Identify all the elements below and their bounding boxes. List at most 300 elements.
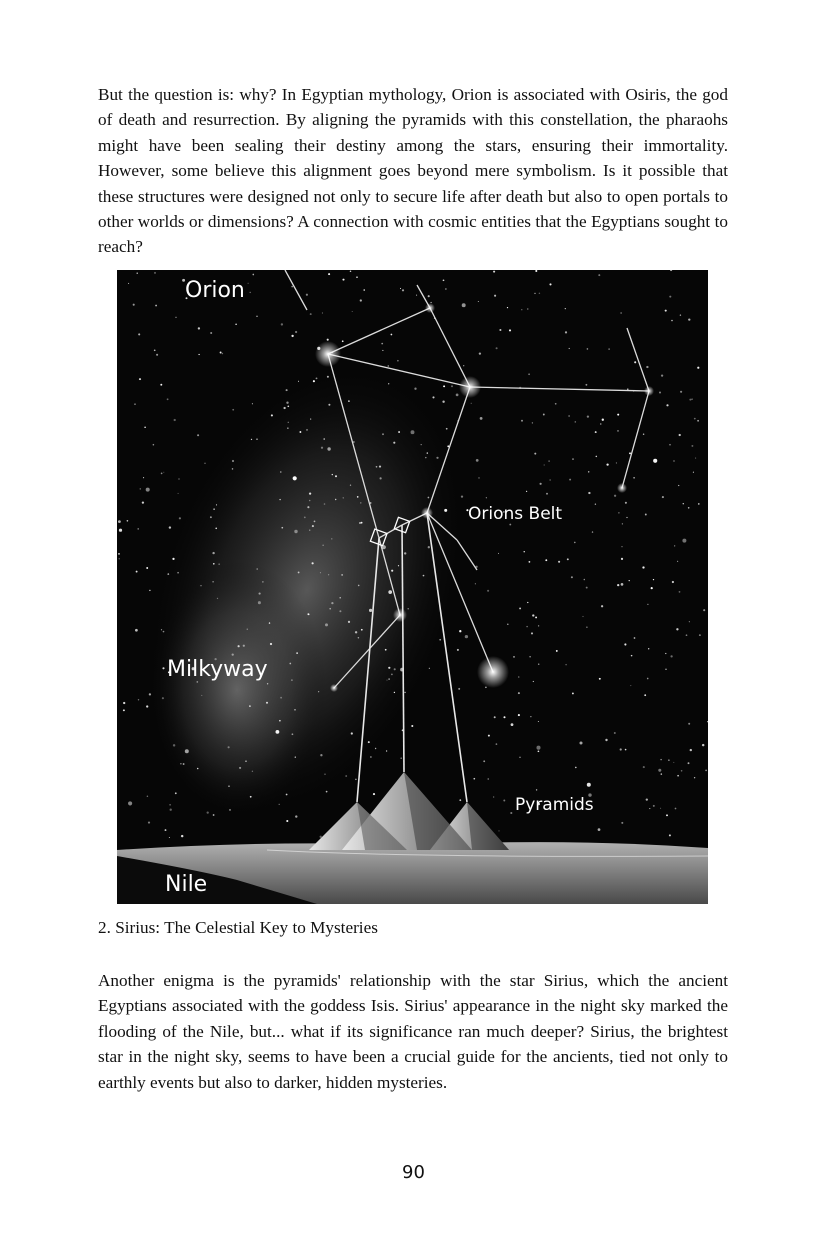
background-star [335, 475, 337, 477]
background-star [631, 655, 633, 657]
background-star [210, 332, 212, 334]
background-star [626, 517, 627, 518]
background-star [644, 694, 646, 696]
background-star [393, 442, 395, 444]
background-star [154, 272, 156, 274]
background-star [695, 458, 696, 459]
background-star [621, 546, 622, 547]
background-star [665, 653, 666, 654]
orions-belt-label: Orions Belt [468, 504, 563, 524]
background-star [397, 360, 399, 362]
background-star [324, 774, 325, 775]
background-star [318, 691, 319, 692]
background-star [572, 692, 574, 694]
background-star [243, 645, 245, 647]
background-star [213, 563, 215, 565]
background-star [599, 678, 601, 680]
background-star [536, 789, 537, 790]
background-star [355, 779, 356, 780]
background-star [549, 283, 551, 285]
background-star [380, 477, 382, 479]
background-star [518, 692, 520, 694]
background-star [530, 716, 531, 717]
background-star [649, 808, 650, 809]
background-star [442, 401, 444, 403]
background-star [232, 460, 234, 462]
background-star [532, 422, 533, 423]
background-star [149, 590, 150, 591]
background-star [629, 452, 631, 454]
background-star [535, 270, 537, 272]
background-star [167, 398, 169, 400]
background-star [148, 822, 150, 824]
background-star [653, 805, 655, 807]
background-star [584, 579, 586, 581]
background-star [661, 773, 662, 774]
background-star [458, 688, 460, 690]
background-star [572, 458, 573, 459]
background-star [342, 340, 344, 342]
background-star [250, 292, 251, 293]
background-star [402, 289, 404, 291]
background-star [521, 309, 522, 310]
background-star [174, 419, 176, 421]
background-star [425, 457, 426, 458]
background-star [587, 415, 589, 417]
background-star [446, 428, 448, 430]
background-star [229, 809, 231, 811]
background-star [680, 314, 681, 315]
background-star [256, 438, 258, 440]
background-star [694, 777, 695, 778]
background-star [341, 574, 343, 576]
background-star [592, 531, 593, 532]
background-star [165, 829, 167, 831]
background-star [370, 756, 372, 758]
background-star [128, 283, 129, 284]
background-star [247, 628, 248, 629]
background-star [582, 616, 583, 617]
background-star [682, 539, 686, 543]
background-star [245, 761, 246, 762]
background-star [690, 749, 692, 751]
background-star [352, 311, 353, 312]
background-star [169, 837, 170, 838]
background-star [443, 279, 445, 281]
background-star [286, 402, 288, 404]
background-star [322, 312, 323, 313]
background-star [642, 566, 644, 568]
background-star [256, 316, 257, 317]
background-star [398, 431, 400, 433]
background-star [252, 771, 253, 772]
background-star [527, 308, 528, 309]
background-star [369, 609, 372, 612]
background-star [486, 497, 487, 498]
background-star [249, 705, 251, 707]
background-star [614, 732, 616, 734]
background-star [543, 414, 545, 416]
background-star [385, 649, 387, 651]
background-star [569, 348, 570, 349]
background-star [197, 768, 199, 770]
background-star [622, 523, 623, 524]
background-star [386, 750, 387, 751]
background-star [555, 403, 557, 405]
background-star [160, 384, 162, 386]
background-star [238, 645, 240, 647]
background-star [299, 431, 301, 433]
background-star [661, 374, 663, 376]
background-star [485, 687, 487, 689]
background-star [428, 295, 430, 297]
background-star [153, 444, 155, 446]
background-star [698, 503, 700, 505]
background-star [200, 585, 201, 586]
background-star [588, 471, 589, 472]
background-star [496, 743, 498, 745]
background-star [398, 565, 399, 566]
background-star [677, 775, 679, 777]
background-star [351, 732, 353, 734]
background-star [459, 799, 461, 801]
background-star [328, 273, 330, 275]
background-star [705, 770, 707, 772]
background-star [538, 625, 539, 626]
background-star [677, 561, 678, 562]
background-star [643, 766, 645, 768]
background-star [462, 303, 466, 307]
background-star [382, 350, 383, 351]
background-star [660, 808, 661, 809]
background-star [498, 830, 499, 831]
background-star [388, 678, 389, 679]
background-star [309, 492, 311, 494]
background-star [669, 296, 671, 298]
background-star [220, 352, 222, 354]
background-star [473, 778, 475, 780]
background-star [327, 376, 329, 378]
background-star [407, 608, 408, 609]
background-star [518, 676, 519, 677]
background-star [310, 419, 311, 420]
background-star [350, 271, 352, 273]
background-star [499, 329, 501, 331]
background-star [146, 488, 150, 492]
background-star [648, 648, 649, 649]
milkyway-haze-lower [147, 560, 327, 820]
background-star [360, 502, 361, 503]
background-star [320, 572, 321, 573]
background-star [215, 528, 217, 530]
background-star [478, 301, 479, 302]
background-star [169, 804, 171, 806]
background-star [556, 650, 558, 652]
background-star [673, 460, 675, 462]
background-star [388, 667, 390, 669]
background-star [670, 655, 672, 657]
background-star [630, 685, 631, 686]
background-star [699, 634, 701, 636]
background-star [575, 421, 577, 423]
background-star [651, 587, 653, 589]
background-star [536, 746, 540, 750]
background-star [361, 522, 363, 524]
background-star [183, 763, 185, 765]
background-star [327, 339, 329, 341]
background-star [688, 507, 690, 509]
background-star [565, 308, 566, 309]
background-star [325, 623, 328, 626]
background-star [292, 733, 294, 735]
background-star [443, 385, 445, 387]
background-star [146, 567, 148, 569]
background-star [316, 377, 318, 379]
background-star [531, 632, 533, 634]
background-star [575, 767, 577, 769]
background-star [170, 809, 172, 811]
background-star [702, 744, 704, 746]
background-star [666, 814, 668, 816]
background-star [691, 445, 693, 447]
background-star [286, 794, 288, 796]
background-star [172, 558, 174, 560]
background-star [295, 815, 297, 817]
background-star [606, 463, 608, 465]
background-star [507, 624, 509, 626]
background-star [670, 270, 672, 271]
background-star [175, 317, 176, 318]
background-star [357, 496, 359, 498]
background-star [119, 529, 122, 532]
background-star [251, 439, 252, 440]
background-star [279, 499, 280, 500]
background-star [451, 385, 453, 387]
orion-label: Orion [185, 278, 245, 303]
background-star [465, 635, 468, 638]
background-star [600, 423, 601, 424]
background-star [228, 785, 230, 787]
background-star [178, 493, 179, 494]
background-star [439, 639, 441, 641]
background-star [586, 626, 588, 628]
background-star [356, 276, 358, 278]
background-star [411, 725, 413, 727]
background-star [283, 407, 285, 409]
background-star [232, 653, 234, 655]
background-star [288, 422, 289, 423]
background-star [550, 479, 551, 480]
background-star [430, 302, 431, 303]
background-star [507, 307, 508, 308]
background-star [324, 503, 326, 505]
background-star [558, 561, 560, 563]
background-star [276, 730, 280, 734]
background-star [169, 526, 171, 528]
background-star [621, 558, 623, 560]
background-star [137, 273, 138, 274]
background-star [207, 811, 209, 813]
background-star [167, 573, 169, 575]
background-star [693, 472, 694, 473]
background-star [488, 778, 489, 779]
background-star [601, 605, 603, 607]
background-star [308, 614, 310, 616]
background-star [350, 485, 351, 486]
background-star [688, 762, 690, 764]
background-star [320, 754, 322, 756]
background-star [587, 348, 589, 350]
background-star [329, 608, 331, 610]
background-star [178, 478, 179, 479]
background-star [138, 333, 140, 335]
background-star [416, 295, 417, 296]
background-star [565, 331, 567, 333]
background-star [496, 347, 498, 349]
background-star [519, 757, 520, 758]
background-star [689, 399, 691, 401]
background-star [239, 767, 241, 769]
background-star [428, 546, 430, 548]
background-star [142, 501, 144, 503]
background-star [155, 305, 157, 307]
background-star [634, 637, 636, 639]
background-star [294, 530, 297, 533]
background-star [123, 709, 125, 711]
background-star [339, 597, 341, 599]
background-star [521, 420, 523, 422]
background-star [538, 750, 540, 752]
background-star [391, 334, 393, 336]
background-star [633, 477, 635, 479]
background-star [280, 471, 281, 472]
background-star [669, 444, 671, 446]
background-star [222, 353, 224, 355]
background-star [323, 545, 324, 546]
background-star [423, 575, 425, 577]
background-star [298, 381, 299, 382]
background-star [185, 749, 189, 753]
background-star [445, 288, 446, 289]
background-star [163, 631, 165, 633]
background-star [146, 705, 148, 707]
background-star [400, 757, 402, 759]
background-star [212, 581, 214, 583]
background-star [335, 499, 336, 500]
background-star [286, 389, 288, 391]
background-star [624, 643, 626, 645]
background-star [427, 452, 428, 453]
background-star [198, 354, 199, 355]
background-star [404, 552, 406, 554]
background-star [587, 783, 591, 787]
background-star [143, 477, 144, 478]
background-star [544, 464, 545, 465]
background-star [293, 476, 297, 480]
background-star [686, 634, 688, 636]
background-star [565, 664, 567, 666]
background-star [567, 558, 569, 560]
background-star [287, 405, 289, 407]
background-star [548, 460, 550, 462]
background-star [219, 564, 220, 565]
background-star [571, 576, 573, 578]
background-star [363, 289, 365, 291]
background-star [328, 574, 329, 575]
background-star [128, 801, 132, 805]
background-star [678, 485, 679, 486]
background-star [147, 795, 149, 797]
background-star [139, 378, 141, 380]
background-star [493, 271, 495, 273]
background-star [671, 320, 673, 322]
background-star [471, 403, 472, 404]
background-star [526, 491, 527, 492]
background-star [262, 581, 263, 582]
background-star [271, 414, 273, 416]
background-star [688, 723, 690, 725]
background-star [252, 403, 253, 404]
background-star [483, 760, 485, 762]
background-star [679, 434, 681, 436]
background-star [309, 530, 310, 531]
background-star [480, 417, 483, 420]
background-star [332, 474, 333, 475]
section-heading: 2. Sirius: The Celestial Key to Mysteries [98, 918, 378, 937]
background-star [368, 741, 370, 743]
background-star [135, 629, 138, 632]
background-star [181, 835, 183, 837]
background-star [428, 497, 430, 499]
background-star [487, 590, 489, 592]
background-star [289, 663, 291, 665]
background-star [476, 459, 479, 462]
background-star [679, 591, 681, 593]
background-star [162, 667, 164, 669]
background-star [339, 610, 341, 612]
background-star [370, 502, 371, 503]
background-star [376, 466, 378, 468]
background-star [533, 681, 534, 682]
background-star [545, 559, 547, 561]
background-star [267, 683, 268, 684]
background-star [691, 398, 693, 400]
background-star [596, 456, 598, 458]
background-star [625, 749, 627, 751]
background-star [359, 522, 361, 524]
background-star [163, 472, 164, 473]
background-star [478, 477, 480, 479]
background-star [707, 721, 708, 722]
background-star [287, 427, 288, 428]
background-star [355, 631, 357, 633]
background-star [138, 699, 139, 700]
background-star [328, 404, 330, 406]
background-star [201, 695, 202, 696]
background-star [314, 521, 316, 523]
background-star [342, 279, 344, 281]
background-star [645, 514, 647, 516]
background-star [298, 571, 300, 573]
sirius-paragraph: Another enigma is the pyramids' relationship with the star Sirius, which the ancient Egyptians associated with the goddess Isis. Sirius' appearance in the night sky marked the flooding of the Nile, but... what if its significance ran much deeper? Sirius, the brightest star in the night sky, seems to have been a crucial guide for the ancients, tied not only to earthly events but also to darker, hidden mysteries. [98, 971, 728, 1092]
background-star [646, 798, 648, 800]
background-star [456, 394, 459, 397]
background-star [361, 629, 363, 631]
background-star [331, 538, 332, 539]
background-star [588, 492, 590, 494]
background-star [643, 433, 644, 434]
background-star [658, 769, 661, 772]
